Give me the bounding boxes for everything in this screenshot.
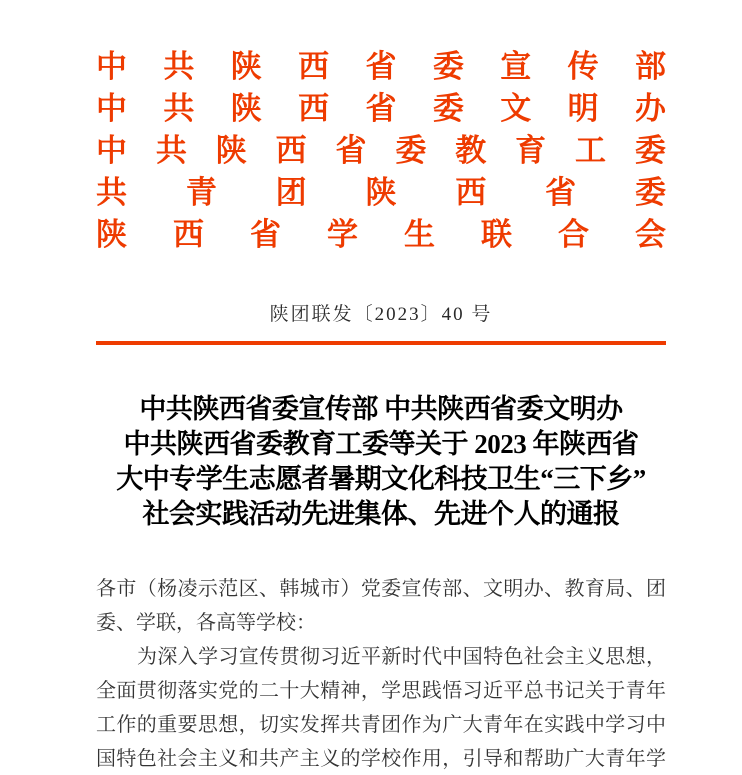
letterhead — [96, 42, 666, 252]
salutation-line: 委、学联，各高等学校： — [96, 612, 316, 634]
document-content — [96, 0, 666, 775]
body-paragraph-line: 工作的重要思想，切实发挥共青团作为广大青年在实践中学习中 — [96, 714, 666, 736]
letterhead-org-line: 中 共 陕 西 省 委 教 育 工 委 — [96, 132, 666, 168]
document-title — [96, 392, 666, 532]
document-body — [96, 572, 666, 775]
document-title-line: 大中专学生志愿者暑期文化科技卫生“三下乡” — [116, 464, 646, 494]
document-title-line: 中共陕西省委宣传部 中共陕西省委文明办 — [139, 394, 623, 424]
document-title-line: 社会实践活动先进集体、先进个人的通报 — [142, 499, 620, 529]
body-paragraph-line: 国特色社会主义和共产主义的学校作用，引导和帮助广大青年学 — [96, 748, 666, 770]
document-number: 陕团联发〔2023〕40 号 — [269, 304, 493, 325]
body-paragraph-line: 为深入学习宣传贯彻习近平新时代中国特色社会主义思想， — [137, 646, 666, 668]
red-divider-rule — [96, 341, 666, 345]
letterhead-org-line: 中 共 陕 西 省 委 宣 传 部 — [96, 48, 666, 84]
document-title-line: 中共陕西省委教育工委等关于 2023 年陕西省 — [123, 429, 639, 459]
body-paragraph-line: 全面贯彻落实党的二十大精神，学思践悟习近平总书记关于青年 — [96, 680, 666, 702]
salutation-line: 各市（杨凌示范区、韩城市）党委宣传部、文明办、教育局、团 — [96, 578, 666, 600]
letterhead-org-line: 共 青 团 陕 西 省 委 — [96, 174, 666, 210]
letterhead-org-line: 中 共 陕 西 省 委 文 明 办 — [96, 90, 666, 126]
letterhead-org-line: 陕 西 省 学 生 联 合 会 — [96, 216, 666, 252]
